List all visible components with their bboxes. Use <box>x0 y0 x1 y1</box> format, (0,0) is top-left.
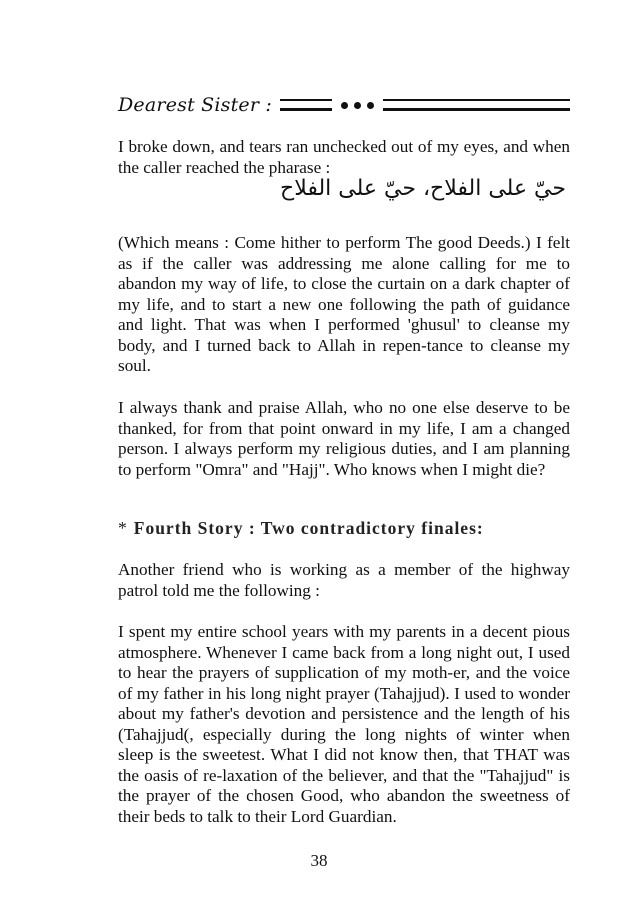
paragraph-2: (Which means : Come hither to perform The good Deeds.) I felt as if the caller was addressing me alone calling for me to abandon my way of life, to close the curtain on a dark chapter of my life, and to start a new one following the path of guidance and light. That was when I performed 'ghusul' to cleanse my body, and I turned back to Allah in repen-tance to cleanse my soul. <box>118 233 570 375</box>
paragraph-4: Another friend who is working as a member of the highway patrol told me the following : <box>118 560 570 600</box>
ornament-dot <box>367 102 374 109</box>
arabic-phrase: حيّ على الفلاح، حيّ على الفلاح <box>280 176 566 201</box>
header-rule-short <box>280 99 332 111</box>
heading-text: Fourth Story : Two contradictory finales: <box>133 518 484 538</box>
paragraph-3: I always thank and praise Allah, who no one else deserve to be thanked, for from that point onward in my life, I am a changed person. I always perform my religious duties, and I am planning to perform "Omra" and "Hajj". Who knows when I might die? <box>118 398 570 479</box>
paragraph-1: I broke down, and tears ran unchecked out of my eyes, and when the caller reached the pharase : <box>118 137 570 177</box>
chapter-title: Dearest Sister : <box>118 94 273 116</box>
heading-asterisk: * <box>118 518 128 538</box>
page-number: 38 <box>310 851 328 870</box>
paragraph-5: I spent my entire school years with my parents in a decent pious atmosphere. Whenever I came back from a long night out, I used to hear the prayers of supplication of my moth-er, and the voice of my father in his long night prayer (Tahajjud). I used to wonder about my father's devotion and persistence and the length of his (Tahajjud(, especially during the long nights of winter when sleep is the sweetest. What I did not know then, that THAT was the oasis of re-laxation of the believer, and that the "Tahajjud" is the prayer of the chosen Good, who abandon the sweetness of their beds to talk to their Lord Guardian. <box>118 622 570 826</box>
header-rule-long <box>383 99 570 111</box>
header-ornament-dots <box>338 102 377 109</box>
ornament-dot <box>341 102 348 109</box>
ornament-dot <box>354 102 361 109</box>
section-heading <box>118 518 484 539</box>
chapter-header <box>118 92 570 118</box>
